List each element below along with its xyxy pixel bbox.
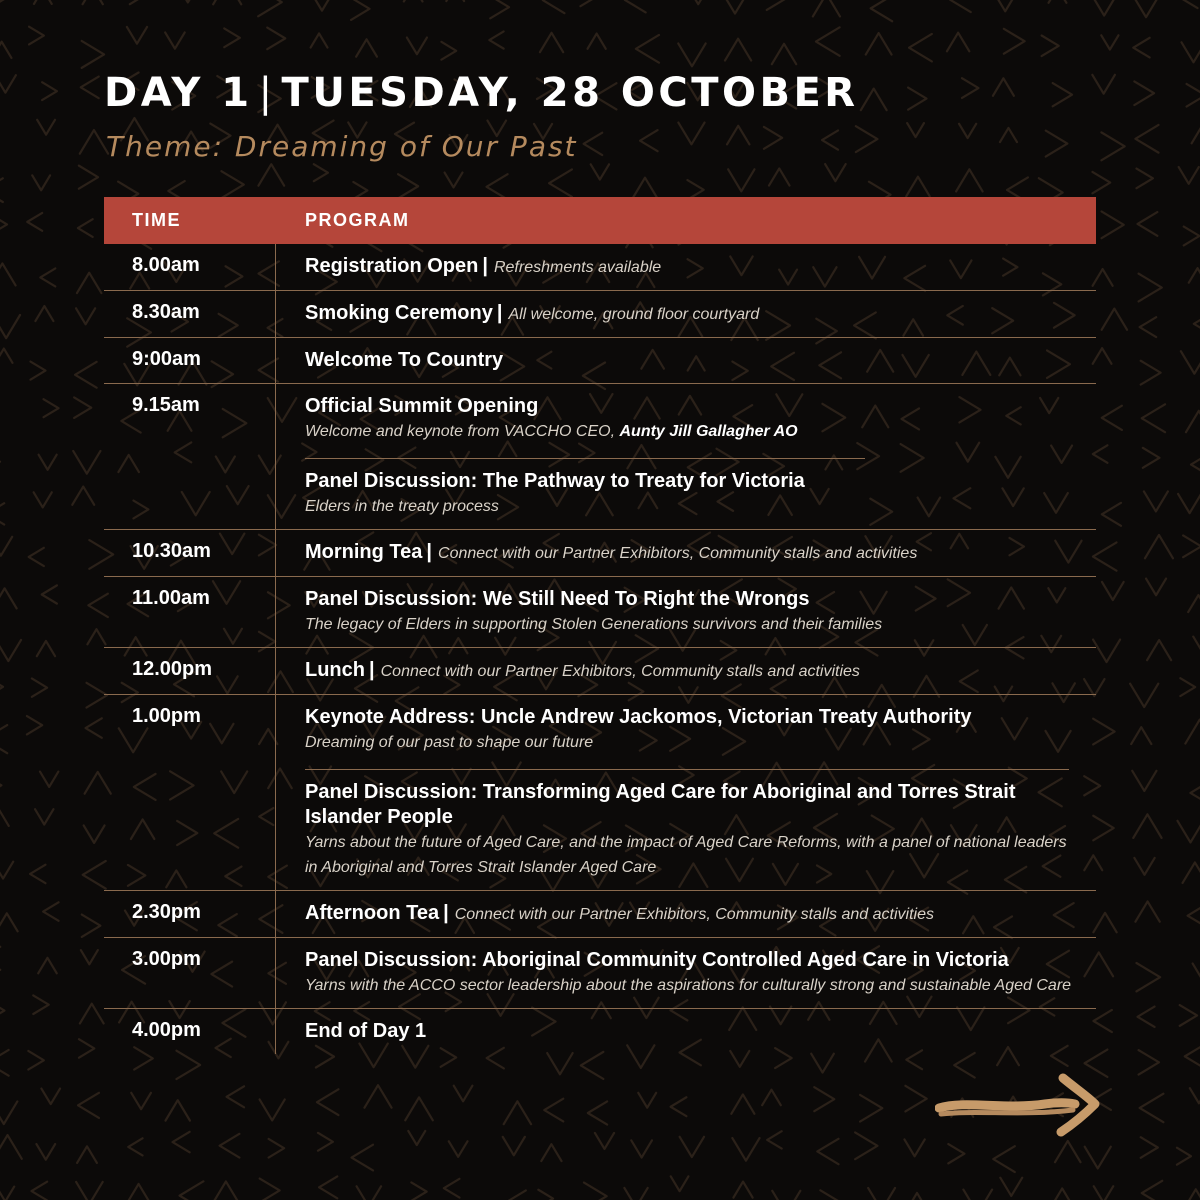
- date-label: TUESDAY, 28 OCTOBER: [281, 70, 859, 116]
- session-item: [305, 459, 1082, 529]
- time-cell: 8.30am: [104, 291, 276, 337]
- table-row: [104, 384, 1096, 530]
- arrow-right-icon[interactable]: [935, 1070, 1100, 1138]
- time-cell: 8.00am: [104, 244, 276, 290]
- header-program: PROGRAM: [305, 210, 410, 230]
- time-cell: 3.00pm: [104, 938, 276, 1008]
- session-description: [305, 973, 1082, 998]
- session-description: [305, 730, 1082, 755]
- session-title: Morning Tea: [305, 541, 423, 563]
- program-cell: [276, 244, 1096, 290]
- table-row: [104, 938, 1096, 1009]
- session-item: [305, 648, 1082, 694]
- program-cell: [276, 384, 1096, 529]
- session-item: [305, 1009, 1082, 1054]
- session-item: [305, 577, 1082, 647]
- session-title: End of Day 1: [305, 1020, 427, 1042]
- session-note: All welcome, ground floor courtyard: [508, 306, 760, 323]
- title-separator: |: [496, 302, 503, 324]
- session-note: Connect with our Partner Exhibitors, Community stalls and activities: [454, 906, 934, 923]
- session-description-text: Welcome and keynote from VACCHO CEO,: [305, 423, 620, 440]
- session-item: [305, 291, 1082, 337]
- program-cell: [276, 648, 1096, 694]
- session-title-line: [305, 587, 1082, 612]
- program-table: [104, 197, 1096, 1054]
- session-item: [305, 770, 1082, 890]
- session-title: Keynote Address: Uncle Andrew Jackomos, Victorian Treaty Authority: [305, 706, 972, 728]
- program-cell: [276, 938, 1096, 1008]
- session-title-line: [305, 348, 1082, 373]
- table-row: [104, 648, 1096, 695]
- session-title-line: [305, 469, 1082, 494]
- session-description: [305, 830, 1082, 880]
- time-cell: 12.00pm: [104, 648, 276, 694]
- session-title: Official Summit Opening: [305, 395, 539, 417]
- title-separator: |: [482, 255, 488, 277]
- program-cell: [276, 695, 1096, 890]
- table-row: [104, 291, 1096, 338]
- program-cell: [276, 338, 1096, 383]
- table-row: [104, 244, 1096, 291]
- time-cell: 4.00pm: [104, 1009, 276, 1054]
- session-title: Panel Discussion: Aboriginal Community Controlled Aged Care in Victoria: [305, 949, 1009, 971]
- table-row: [104, 695, 1096, 891]
- session-title-line: [305, 254, 1082, 280]
- session-item: [305, 891, 1082, 937]
- session-description-text: Dreaming of our past to shape our future: [305, 734, 594, 751]
- theme-subtitle: Theme: Dreaming of Our Past: [106, 130, 578, 163]
- session-title-line: [305, 658, 1082, 684]
- speaker-name: Aunty Jill Gallagher AO: [619, 423, 798, 440]
- session-item: [305, 695, 1082, 765]
- time-cell: 1.00pm: [104, 695, 276, 890]
- session-title: Lunch: [305, 659, 365, 681]
- session-title: Welcome To Country: [305, 349, 504, 371]
- table-row: [104, 338, 1096, 384]
- session-description-text: Elders in the treaty process: [305, 498, 499, 515]
- session-description: [305, 494, 1082, 519]
- session-title: Registration Open: [305, 255, 479, 277]
- session-title-line: [305, 901, 1082, 927]
- session-title-line: [305, 780, 1082, 830]
- table-row: [104, 530, 1096, 577]
- session-item: [305, 244, 1082, 290]
- session-title-line: [305, 948, 1082, 973]
- program-cell: [276, 291, 1096, 337]
- session-description-text: The legacy of Elders in supporting Stolen Generations survivors and their families: [305, 616, 883, 633]
- program-cell: [276, 1009, 1096, 1054]
- session-title: Smoking Ceremony: [305, 302, 493, 324]
- session-title: Panel Discussion: We Still Need To Right the Wrongs: [305, 588, 810, 610]
- time-cell: 9:00am: [104, 338, 276, 383]
- day-heading: [104, 70, 859, 116]
- session-item: [305, 938, 1082, 1008]
- session-description: [305, 419, 1082, 444]
- table-row: [104, 891, 1096, 938]
- session-description-text: Yarns about the future of Aged Care, and the impact of Aged Care Reforms, with a panel of national leaders in Aboriginal and Torres Strait Islander Aged Care: [305, 834, 1067, 876]
- session-description-text: Yarns with the ACCO sector leadership about the aspirations for culturally strong and sustainable Aged Care: [305, 977, 1072, 994]
- table-header: [104, 197, 1096, 244]
- day-label: DAY 1: [104, 70, 253, 116]
- session-note: Connect with our Partner Exhibitors, Community stalls and activities: [438, 545, 918, 562]
- session-title: Panel Discussion: Transforming Aged Care for Aboriginal and Torres Strait Islander People: [305, 781, 1016, 828]
- session-item: [305, 338, 1082, 383]
- title-separator: |: [369, 659, 375, 681]
- table-row: [104, 577, 1096, 648]
- table-body: [104, 244, 1096, 1054]
- program-cell: [276, 577, 1096, 647]
- session-note: Connect with our Partner Exhibitors, Community stalls and activities: [380, 663, 860, 680]
- session-item: [305, 530, 1082, 576]
- session-title-line: [305, 705, 1082, 730]
- session-title: Afternoon Tea: [305, 902, 440, 924]
- time-cell: 11.00am: [104, 577, 276, 647]
- session-note: Refreshments available: [493, 259, 662, 276]
- time-cell: 2.30pm: [104, 891, 276, 937]
- session-title-line: [305, 301, 1082, 327]
- time-cell: 9.15am: [104, 384, 276, 529]
- heading-separator: |: [258, 70, 276, 116]
- title-separator: |: [443, 902, 449, 924]
- title-separator: |: [426, 541, 433, 563]
- session-item: [305, 384, 1082, 454]
- session-title-line: [305, 394, 1082, 419]
- program-cell: [276, 530, 1096, 576]
- time-cell: 10.30am: [104, 530, 276, 576]
- program-cell: [276, 891, 1096, 937]
- header-time: TIME: [132, 210, 181, 230]
- table-row: [104, 1009, 1096, 1054]
- session-description: [305, 612, 1082, 637]
- session-title: Panel Discussion: The Pathway to Treaty for Victoria: [305, 470, 805, 492]
- session-title-line: [305, 540, 1082, 566]
- session-title-line: [305, 1019, 1082, 1044]
